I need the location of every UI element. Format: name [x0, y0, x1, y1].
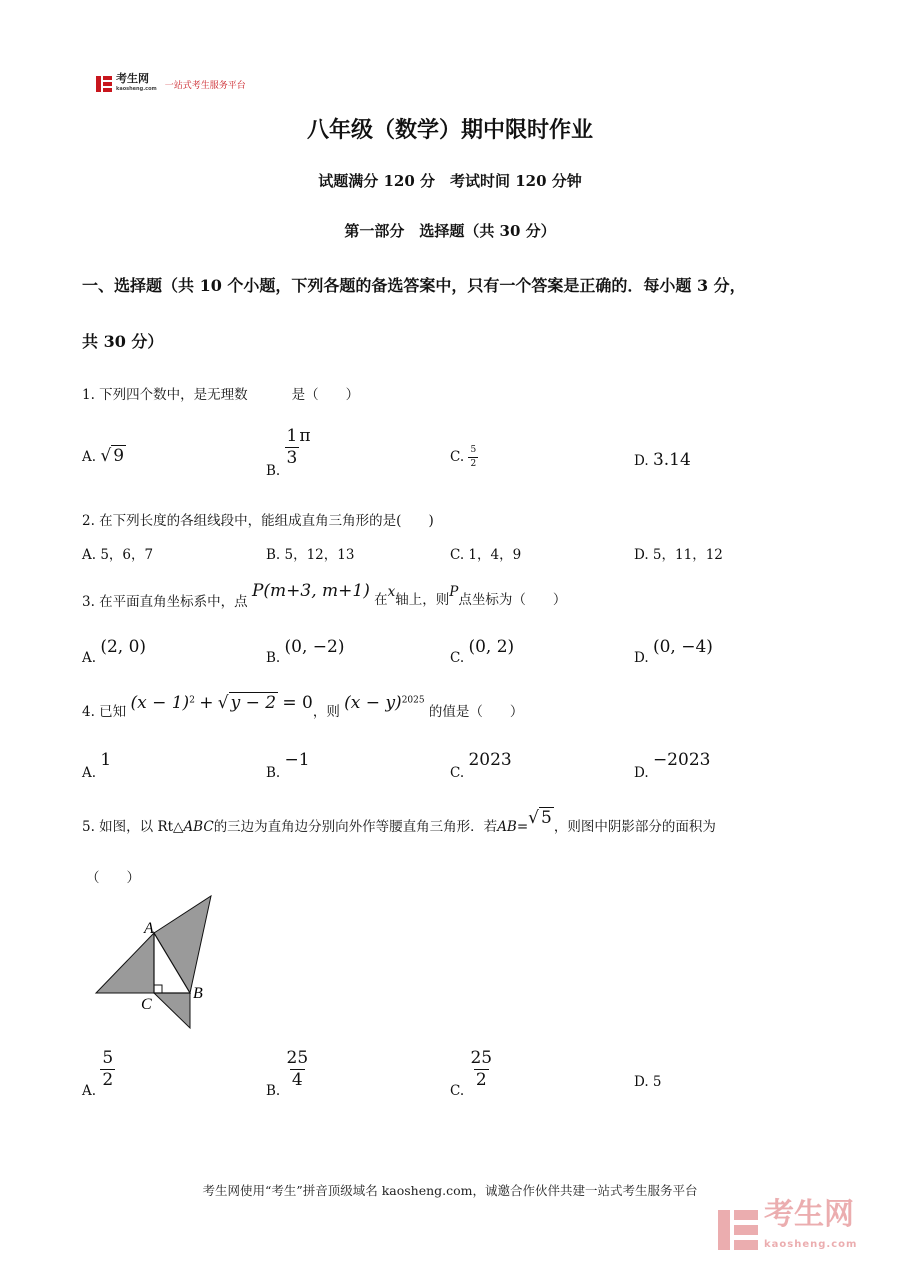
question-5-stem: 5. 如图，以 Rt△ABC的三边为直角边分别向外作等腰直角三角形．若AB=√ 5 ，则图中阴影部分的面积为 [82, 808, 716, 835]
question-3-stem: 3. 在平面直角坐标系中，点 P(m+3, m+1) 在x轴上，则P点坐标为（ ） [82, 581, 567, 610]
label-c: C [141, 996, 152, 1013]
fraction: $\frac{25}{4}$ [286, 1048, 309, 1090]
page-title: 八年级（数学）期中限时作业 [306, 117, 593, 143]
part-heading: 第一部分 选择题（共 30 分） [344, 222, 556, 240]
q5-option-a: A. $\frac{5}{2}$ [82, 1048, 114, 1099]
logo-icon [96, 76, 112, 92]
fraction: $\frac{25}{2}$ [470, 1048, 493, 1090]
shaded-triangle-left [96, 933, 154, 993]
q4-option-d: D. −2023 [634, 750, 711, 781]
label-a: A [144, 920, 154, 937]
brand-logo [96, 74, 246, 94]
q3-option-b: B. (0, −2) [266, 637, 345, 666]
q3-option-a: A. (2, 0) [82, 637, 147, 666]
sqrt-expression: √ y − 2 [217, 693, 277, 713]
sqrt-expression: √ 9 [100, 446, 125, 466]
page-footer: 考生网使用“考生”拼音顶级域名 kaosheng.com，诚邀合作伙伴共建一站式考生服务平台 [202, 1183, 698, 1198]
q1-option-c: C. $\frac{5}{2}$ [450, 445, 477, 469]
logo-domain: kaosheng.com [116, 86, 157, 92]
q5-option-d: D. 5 [634, 1074, 662, 1090]
q1-option-a: A. √ 9 [82, 446, 125, 466]
sqrt-expression: √ 5 [528, 808, 552, 828]
q1-option-b: B. $\frac{1}{3}$ π [266, 426, 311, 479]
watermark-logo-icon [718, 1210, 758, 1250]
watermark-text: 考生网 kaosheng.com [764, 1197, 858, 1250]
q4-option-c: C. 2023 [450, 750, 512, 781]
logo-slogan: 一站式考生服务平台 [164, 80, 246, 91]
logo-name: 考生网 kaosheng.com [116, 72, 157, 92]
question-4-stem: 4. 已知 $(x - 1)^2$ + √ y − 2 = 0，则 $(x - y)^{2025}$ 的值是（ ） [82, 693, 524, 720]
q1-option-d: D. 3.14 [634, 450, 691, 470]
fraction: $\frac{5}{2}$ [102, 1048, 114, 1090]
q5-option-c: C. $\frac{25}{2}$ [450, 1048, 493, 1099]
exam-info: 试题满分 120 分 考试时间 120 分钟 [318, 172, 582, 190]
triangle-figure [90, 890, 230, 1040]
question-5-paren: （ ） [86, 870, 140, 886]
section-heading-line1: 一、选择题（共 10 个小题，下列各题的备选答案中，只有一个答案是正确的．每小题 3 分， [82, 276, 746, 295]
q4-option-b: B. −1 [266, 750, 310, 781]
q5-option-b: B. $\frac{25}{4}$ [266, 1048, 309, 1099]
shaded-triangle-bottom [154, 993, 190, 1028]
q2-option-a: A. 5，6，7 [82, 547, 154, 563]
q3-option-c: C. (0, 2) [450, 637, 515, 666]
q2-option-b: B. 5，12，13 [266, 547, 355, 563]
q2-option-d: D. 5，11，12 [634, 547, 723, 563]
fraction: $\frac{5}{2}$ [470, 445, 477, 469]
q2-option-c: C. 1，4，9 [450, 547, 522, 563]
fraction: $\frac{1}{3}$ [286, 426, 298, 468]
q3-option-d: D. (0, −4) [634, 637, 713, 666]
label-b: B [193, 985, 203, 1002]
q4-option-a: A. 1 [82, 750, 112, 781]
question-2-stem: 2. 在下列长度的各组线段中，能组成直角三角形的是( ) [82, 513, 434, 529]
watermark [718, 1197, 858, 1260]
question-1-stem: 1. 下列四个数中，是无理数 是（ ） [82, 387, 360, 403]
section-heading-line2: 共 30 分） [82, 332, 164, 351]
